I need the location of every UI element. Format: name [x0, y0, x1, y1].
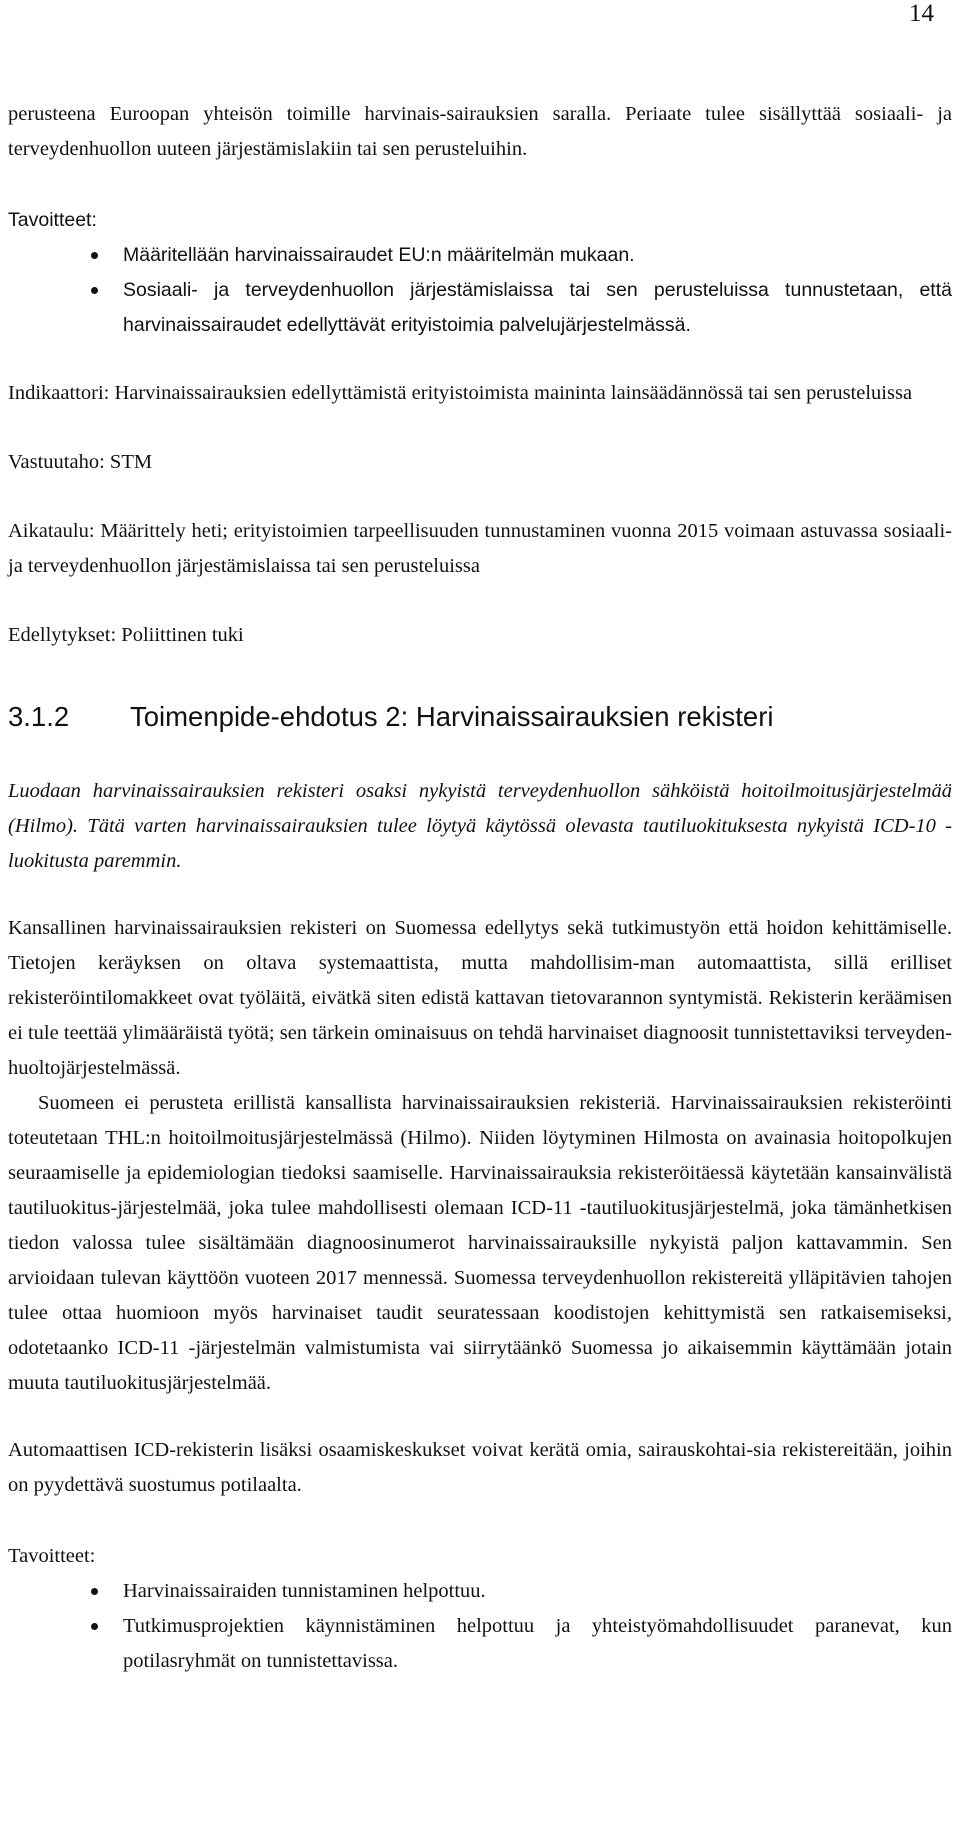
prerequisites-paragraph: Edellytykset: Poliittinen tuki [8, 624, 244, 646]
document-body [8, 97, 952, 1679]
body-paragraph-2: Suomeen ei perusteta erillistä kansallista harvinaissairauksien rekisteriä. Harvinaissairauksien rekisteröinti toteutetaan THL:n hoitoilmoitusjärjestelmässä (Hilmo). Niiden löytyminen Hilmosta on avainasia hoitopolkujen seuraamiselle ja epidemiologian tiedoksi saamiselle. Harvinaissairauksia rekisteröitäessä käytetään kansainvälistä tautiluokitus-järjestelmää, joka tulee mahdollisesti olemaan ICD-11 -tautiluokitusjärjestelmä, joka tämänhetkisen tiedon valossa tulee sisältämään diagnoosinumerot harvinaissairauksille nykyistä paljon kattavammin. Sen arvioidaan tulevan käyttöön vuoteen 2017 mennessä. Suomessa terveydenhuollon rekistereitä ylläpitävien tahojen tulee ottaa huomioon myös harvinaiset taudit seuratessaan koodistojen kehittymistä sen ratkaisemiseksi, odotetaanko ICD-11 -järjestelmän valmistumista vai siirrytäänkö Suomessa jo aikaisemmin käyttämään jotain muuta tautiluokitusjärjestelmää. [8, 1092, 952, 1394]
section-number: 3.1.2 [8, 701, 70, 732]
goals-list [8, 238, 952, 343]
goal-item: Tutkimusprojektien käynnistäminen helpottuu ja yhteistyömahdollisuudet paranevat, kun potilasryhmät on tunnistettavissa. [8, 1609, 952, 1679]
goals-label-2: Tavoitteet: [8, 1545, 96, 1567]
body-paragraph-1: Kansallinen harvinaissairauksien rekisteri on Suomessa edellytys sekä tutkimustyön että hoidon kehittämiselle. Tietojen keräyksen on oltava systemaattista, mutta mahdollisim-man automaattista, sillä erilliset rekisteröintilomakkeet ovat työläitä, eivätkä siten edistä kattavan tietovarannon syntymistä. Rekisterin keräämisen ei tule teettää ylimääräistä työtä; sen tärkein ominaisuus on tehdä harvinaiset diagnoosit tunnistettaviksi terveyden-huoltojärjestelmässä. [8, 917, 952, 1079]
goals-list-2 [8, 1574, 952, 1679]
responsible-paragraph: Vastuutaho: STM [8, 451, 153, 473]
intro-paragraph: perusteena Euroopan yhteisön toimille harvinais-sairauksien saralla. Periaate tulee sisällyttää sosiaali- ja terveydenhuollon uuteen järjestämislakiin tai sen perusteluihin. [8, 103, 952, 160]
bullet-icon [91, 252, 98, 259]
goal-item: Sosiaali- ja terveydenhuollon järjestämislaissa tai sen perusteluissa tunnustetaan, että harvinaissairaudet edellyttävät erityistoimia palvelujärjestelmässä. [8, 273, 952, 343]
goal-item: Määritellään harvinaissairaudet EU:n määritelmän mukaan. [8, 238, 952, 273]
bullet-icon [91, 287, 98, 294]
proposal-paragraph: Luodaan harvinaissairauksien rekisteri osaksi nykyistä terveydenhuollon sähköistä hoitoilmoitusjärjestelmää (Hilmo). Tätä varten harvinaissairauksien tulee löytyä käytössä olevasta tautiluokituksesta nykyistä ICD-10 -luokitusta paremmin. [8, 780, 952, 872]
goal-item: Harvinaissairaiden tunnistaminen helpottuu. [8, 1574, 952, 1609]
section-heading [8, 697, 952, 737]
section-title: Toimenpide-ehdotus 2: Harvinaissairauksien rekisteri [130, 701, 774, 732]
indicator-paragraph: Indikaattori: Harvinaissairauksien edellyttämistä erityistoimista maininta lainsäädännössä tai sen perusteluissa [8, 382, 913, 404]
goals-label: Tavoitteet: [8, 209, 97, 231]
page-number: 14 [909, 0, 934, 27]
bullet-icon [91, 1623, 98, 1630]
bullet-icon [91, 1588, 98, 1595]
body-paragraph-3: Automaattisen ICD-rekisterin lisäksi osaamiskeskukset voivat kerätä omia, sairauskohtai-sia rekistereitään, joihin on pyydettävä suostumus potilaalta. [8, 1439, 952, 1496]
schedule-paragraph: Aikataulu: Määrittely heti; erityistoimien tarpeellisuuden tunnustaminen vuonna 2015 voimaan astuvassa sosiaali- ja terveydenhuollon järjestämislaissa tai sen perusteluissa [8, 520, 952, 577]
